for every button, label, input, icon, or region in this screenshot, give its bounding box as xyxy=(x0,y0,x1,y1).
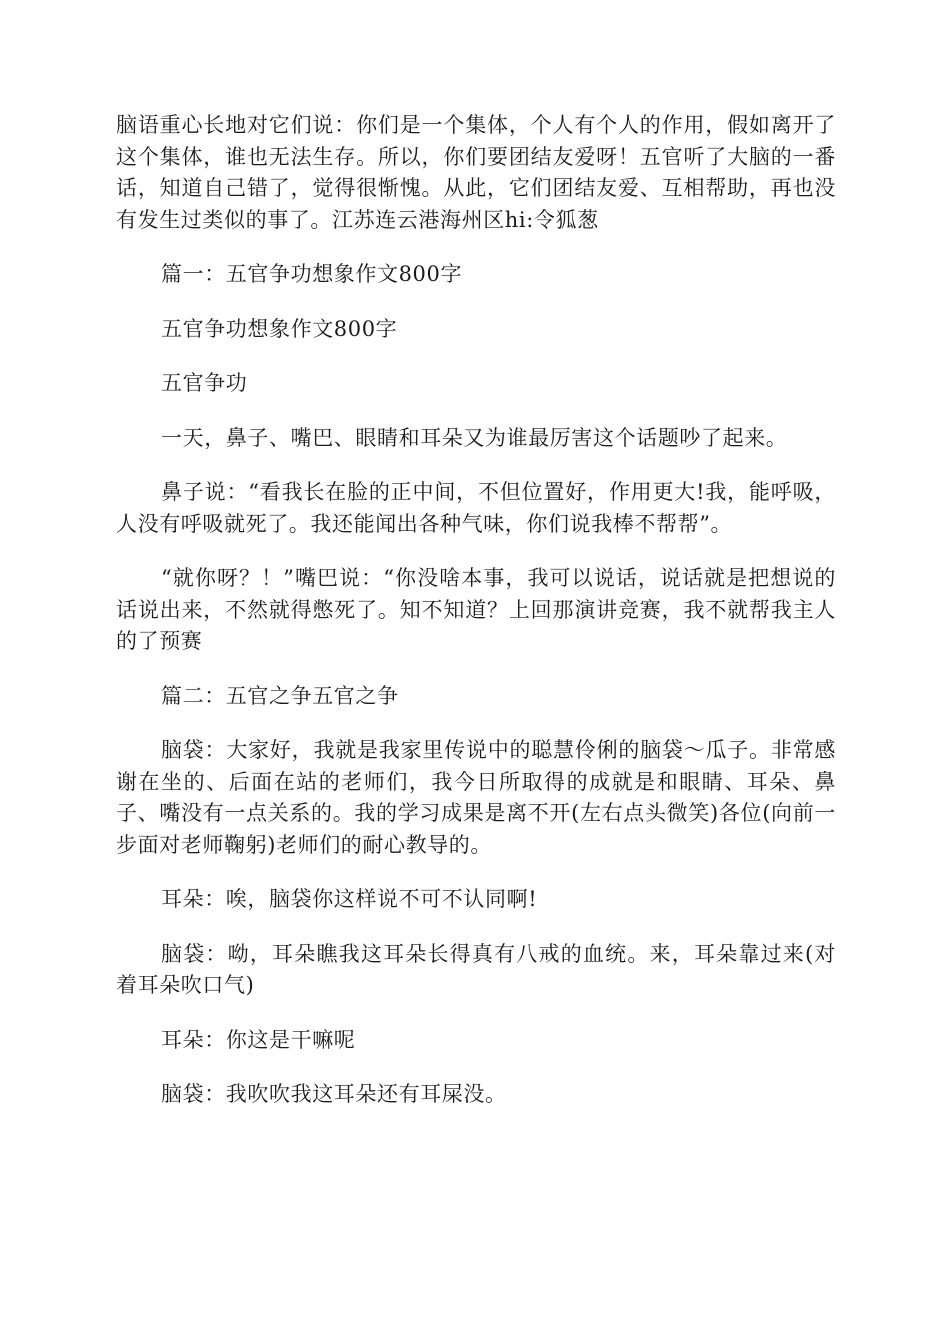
section-heading-2: 篇二：五官之争五官之争 xyxy=(161,683,399,708)
paragraph: 耳朵：你这是干嘛呢 xyxy=(161,1027,356,1052)
document-body xyxy=(116,110,836,1134)
paragraph: 一天，鼻子、嘴巴、眼睛和耳朵又为谁最厉害这个话题吵了起来。 xyxy=(161,425,788,450)
essay-title: 五官争功想象作文800字 xyxy=(161,316,398,341)
paragraph: 脑袋：我吹吹我这耳朵还有耳屎没。 xyxy=(161,1082,507,1106)
paragraph: 耳朵：唉，脑袋你这样说不可不认同啊! xyxy=(161,887,538,911)
paragraph: 鼻子说：“看我长在脸的正中间，不但位置好，作用更大!我，能呼吸，人没有呼吸就死了。我还能闻出各种气味，你们说我棒不帮帮”。 xyxy=(116,480,836,536)
paragraph: 脑语重心长地对它们说：你们是一个集体，个人有个人的作用，假如离开了这个集体，谁也无法生存。所以，你们要团结友爱呀！五官听了大脑的一番话，知道自己错了，觉得很惭愧。从此，它们团结友爱、互相帮助，再也没有发生过类似的事了。江苏连云港海州区hi:令狐葱 xyxy=(116,113,836,232)
paragraph: 脑袋：大家好，我就是我家里传说中的聪慧伶俐的脑袋～瓜子。非常感谢在坐的、后面在站的老师们，我今日所取得的成就是和眼睛、耳朵、鼻子、嘴没有一点关系的。我的学习成果是离不开(左右点头微笑)各位(向前一步面对老师鞠躬)老师们的耐心教导的。 xyxy=(116,738,836,857)
essay-subtitle: 五官争功 xyxy=(161,371,248,395)
paragraph: “就你呀？！”嘴巴说：“你没啥本事，我可以说话，说话就是把想说的话说出来，不然就得憋死了。知不知道？上回那演讲竞赛，我不就帮我主人的了预赛 xyxy=(116,566,836,653)
section-heading-1: 篇一：五官争功想象作文800字 xyxy=(161,262,463,286)
paragraph: 脑袋：呦，耳朵瞧我这耳朵长得真有八戒的血统。来，耳朵靠过来(对着耳朵吹口气) xyxy=(116,941,836,997)
